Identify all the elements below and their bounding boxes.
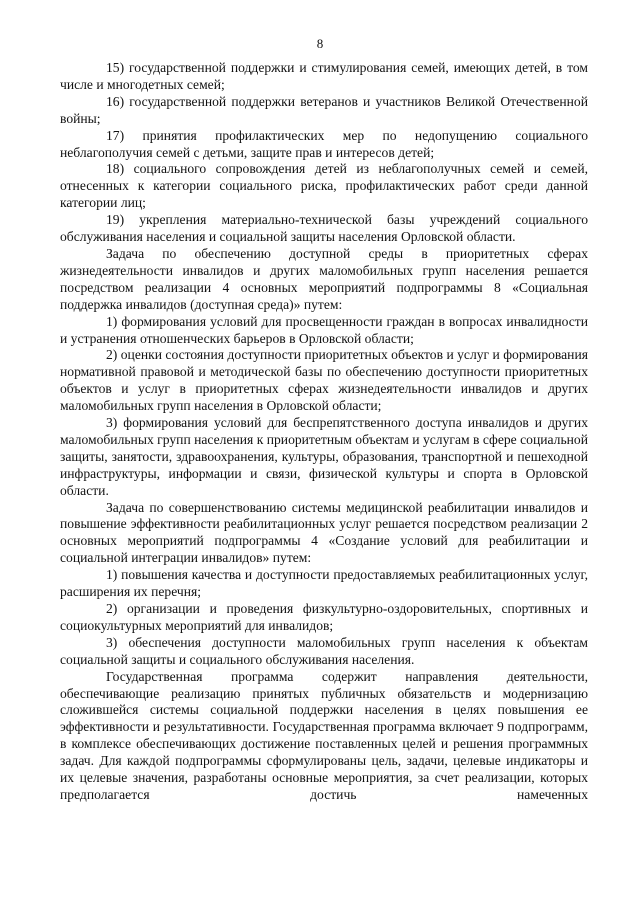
paragraph-accessible-item-3: 3) формирования условий для беспрепятственного доступа инвалидов и других маломобильных групп населения к приоритетным объектам и услугам в сфере социальной защиты, занятости, здравоохранения, культуры, образования, транспортной и пешеходной инфраструктуры, информации и связи, физической культуры и спорта в Орловской области. <box>60 415 588 498</box>
paragraph-rehabilitation-task: Задача по совершенствованию системы медицинской реабилитации инвалидов и повышение эффективности реабилитационных услуг решается посредством реализации 2 основных мероприятий подпрограммы 4 «Создание условий для реабилитации и социальной интеграции инвалидов» путем: <box>60 499 588 566</box>
paragraph-program-description: Государственная программа содержит направления деятельности, обеспечивающие реализацию принятых публичных обязательств и модернизацию сложившейся системы социальной поддержки населения в целях повышения ее эффективности и результативности. Государственная программа включает 9 подпрограмм, в комплексе обеспечивающих достижение поставленных целей и решения программных задач. Для каждой подпрограммы сформулированы цель, задачи, целевые индикаторы и их целевые значения, разработаны основные мероприятия, за счет реализации, которых предполагается достичь намеченных <box>60 668 588 802</box>
paragraph-rehabilitation-item-3: 3) обеспечения доступности маломобильных групп населения к объектам социальной защиты и социального обслуживания населения. <box>60 634 588 667</box>
paragraph-item-16: 16) государственной поддержки ветеранов и участников Великой Отечественной войны; <box>60 93 588 126</box>
paragraph-accessible-item-1: 1) формирования условий для просвещенности граждан в вопросах инвалидности и устранения отношенческих барьеров в Орловской области; <box>60 313 588 346</box>
paragraph-rehabilitation-item-2: 2) организации и проведения физкультурно-оздоровительных, спортивных и социокультурных мероприятий для инвалидов; <box>60 601 588 633</box>
paragraph-item-18: 18) социального сопровождения детей из неблагополучных семей и семей, отнесенных к категории социального риска, профилактических работ среди данной категории лиц; <box>60 161 588 211</box>
paragraph-item-15: 15) государственной поддержки и стимулирования семей, имеющих детей, в том числе и многодетных семей; <box>60 60 588 92</box>
document-body <box>60 60 588 804</box>
paragraph-accessible-item-2: 2) оценки состояния доступности приоритетных объектов и услуг и формирования нормативной правовой и методической базы по обеспечению доступности приоритетных объектов и услуг в приоритетных сферах жизнедеятельности инвалидов и других маломобильных групп населения в Орловской области; <box>60 347 588 414</box>
paragraph-item-19: 19) укрепления материально-технической базы учреждений социального обслуживания населения и социальной защиты населения Орловской области. <box>60 212 588 245</box>
page-number: 8 <box>316 36 324 51</box>
paragraph-rehabilitation-item-1: 1) повышения качества и доступности предоставляемых реабилитационных услуг, расширения их перечня; <box>60 567 588 600</box>
paragraph-item-17: 17) принятия профилактических мер по недопущению социального неблагополучия семей с детьми, защите прав и интересов детей; <box>60 127 588 160</box>
paragraph-accessible-environment-task: Задача по обеспечению доступной среды в приоритетных сферах жизнедеятельности инвалидов и других маломобильных групп населения решается посредством реализации 4 основных мероприятий подпрограммы 8 «Социальная поддержка инвалидов (доступная среда)» путем: <box>60 245 588 312</box>
